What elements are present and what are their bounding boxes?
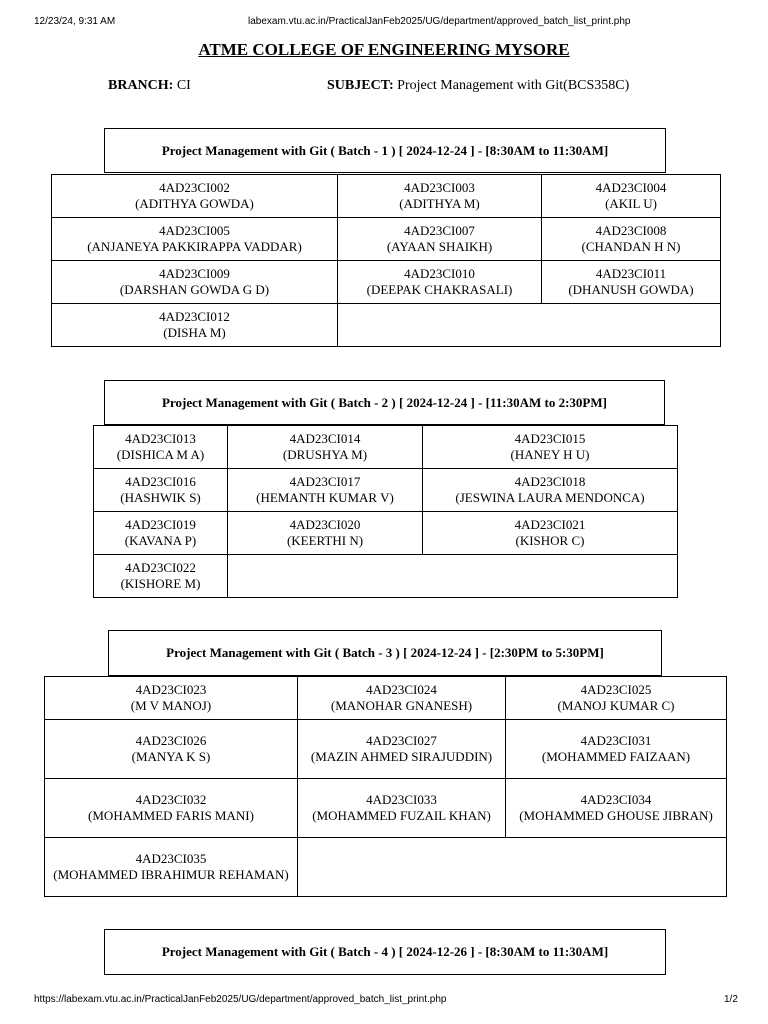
branch-label: BRANCH: [108,78,174,93]
student-name: (DRUSHYA M) [282,447,368,462]
student-name: (DHANUSH GOWDA) [568,282,694,297]
student-name: (MANYA K S) [131,749,211,764]
student-usn: 4AD23CI017 [289,474,361,489]
print-url-header: labexam.vtu.ac.in/PracticalJanFeb2025/UG/department/approved_batch_list_print.php [248,16,631,27]
table-row [45,677,727,720]
student-usn: 4AD23CI009 [159,266,230,281]
page-number: 1/2 [724,994,738,1005]
table-row [52,175,721,218]
student-usn: 4AD23CI025 [580,682,652,697]
student-usn: 4AD23CI014 [289,431,361,446]
student-name: (DARSHAN GOWDA G D) [119,282,270,297]
student-usn: 4AD23CI005 [159,223,230,238]
table-row [94,555,678,598]
student-name: (KISHORE M) [120,576,201,591]
student-cell [45,677,298,720]
student-cell [45,720,298,779]
subject-info [327,78,629,94]
student-name: (MAZIN AHMED SIRAJUDDIN) [310,749,493,764]
student-cell [542,261,721,304]
student-cell [94,555,228,598]
student-cell [52,304,338,347]
student-name: (MOHAMMED FARIS MANI) [88,808,254,823]
student-usn: 4AD23CI008 [595,223,667,238]
student-usn: 4AD23CI013 [125,431,196,446]
student-usn: 4AD23CI022 [125,560,196,575]
batch-4-title: Project Management with Git ( Batch - 4 ) [ 2024-12-26 ] - [8:30AM to 11:30AM] [104,929,666,975]
table-row [94,469,678,512]
student-usn: 4AD23CI027 [366,733,437,748]
batch-3-table [44,676,727,897]
student-cell [423,512,678,555]
student-usn: 4AD23CI026 [135,733,207,748]
student-usn: 4AD23CI035 [135,851,207,866]
student-usn: 4AD23CI021 [514,517,586,532]
student-usn: 4AD23CI019 [125,517,196,532]
student-cell [298,677,506,720]
college-title: ATME COLLEGE OF ENGINEERING MYSORE [198,40,570,59]
student-name: (DISHA M) [163,325,226,340]
student-usn: 4AD23CI011 [595,266,667,281]
student-cell [338,175,542,218]
student-usn: 4AD23CI018 [514,474,586,489]
student-usn: 4AD23CI012 [159,309,230,324]
student-name: (MOHAMMED GHOUSE JIBRAN) [519,808,713,823]
empty-cell [228,555,678,598]
student-cell [228,469,423,512]
student-usn: 4AD23CI010 [404,266,475,281]
student-cell [542,218,721,261]
student-cell [52,218,338,261]
branch-info [108,78,191,94]
student-usn: 4AD23CI002 [159,180,230,195]
batch-1-table [51,174,721,347]
batch-1-title: Project Management with Git ( Batch - 1 ) [ 2024-12-24 ] - [8:30AM to 11:30AM] [104,128,666,173]
table-row [94,512,678,555]
student-name: (DEEPAK CHAKRASALI) [366,282,513,297]
student-usn: 4AD23CI032 [135,792,207,807]
table-row [52,218,721,261]
empty-cell [298,838,727,897]
student-name: (CHANDAN H N) [581,239,681,254]
batch-2-table [93,425,678,598]
student-name: (AKIL U) [605,196,657,211]
student-cell [94,469,228,512]
student-name: (KAVANA P) [124,533,197,548]
empty-cell [338,304,721,347]
student-name: (MOHAMMED FUZAIL KHAN) [312,808,491,823]
student-name: (AYAAN SHAIKH) [386,239,493,254]
table-row [52,261,721,304]
student-name: (ANJANEYA PAKKIRAPPA VADDAR) [87,239,302,254]
print-datetime: 12/23/24, 9:31 AM [34,16,116,27]
student-name: (DISHICA M A) [116,447,205,462]
student-cell [298,720,506,779]
table-row [45,779,727,838]
student-usn: 4AD23CI031 [580,733,652,748]
branch-value: CI [176,78,191,93]
student-cell [228,426,423,469]
batch-3-title: Project Management with Git ( Batch - 3 ) [ 2024-12-24 ] - [2:30PM to 5:30PM] [108,630,662,676]
student-usn: 4AD23CI024 [366,682,437,697]
student-cell [52,175,338,218]
student-cell [338,218,542,261]
student-name: (MANOJ KUMAR C) [557,698,675,713]
student-name: (HASHWIK S) [120,490,201,505]
student-cell [423,469,678,512]
student-name: (M V MANOJ) [130,698,212,713]
student-usn: 4AD23CI015 [514,431,586,446]
student-cell [45,838,298,897]
student-name: (KISHOR C) [515,533,585,548]
student-name: (ADITHYA GOWDA) [135,196,254,211]
batch-2-title: Project Management with Git ( Batch - 2 ) [ 2024-12-24 ] - [11:30AM to 2:30PM] [104,380,665,425]
student-cell [338,261,542,304]
student-cell [506,720,727,779]
student-cell [94,426,228,469]
table-row [52,304,721,347]
student-name: (MOHAMMED IBRAHIMUR REHAMAN) [53,867,289,882]
student-usn: 4AD23CI033 [366,792,437,807]
student-name: (MOHAMMED FAIZAAN) [541,749,691,764]
table-row [94,426,678,469]
student-usn: 4AD23CI004 [595,180,667,195]
student-cell [542,175,721,218]
student-name: (ADITHYA M) [399,196,480,211]
student-usn: 4AD23CI007 [404,223,475,238]
student-cell [506,779,727,838]
student-usn: 4AD23CI020 [289,517,361,532]
table-row [45,720,727,779]
student-cell [228,512,423,555]
student-name: (MANOHAR GNANESH) [330,698,473,713]
student-name: (HANEY H U) [510,447,590,462]
student-cell [52,261,338,304]
student-usn: 4AD23CI016 [125,474,196,489]
student-usn: 4AD23CI034 [580,792,652,807]
student-name: (KEERTHI N) [286,533,364,548]
student-cell [94,512,228,555]
table-row [45,838,727,897]
student-cell [45,779,298,838]
student-cell [506,677,727,720]
subject-value: Project Management with Git(BCS358C) [397,78,630,93]
student-name: (JESWINA LAURA MENDONCA) [455,490,645,505]
student-usn: 4AD23CI003 [404,180,475,195]
student-name: (HEMANTH KUMAR V) [256,490,394,505]
student-usn: 4AD23CI023 [135,682,207,697]
student-cell [423,426,678,469]
print-url-footer: https://labexam.vtu.ac.in/PracticalJanFeb2025/UG/department/approved_batch_list_print.php [34,994,447,1005]
student-cell [298,779,506,838]
subject-label: SUBJECT: [327,78,394,93]
